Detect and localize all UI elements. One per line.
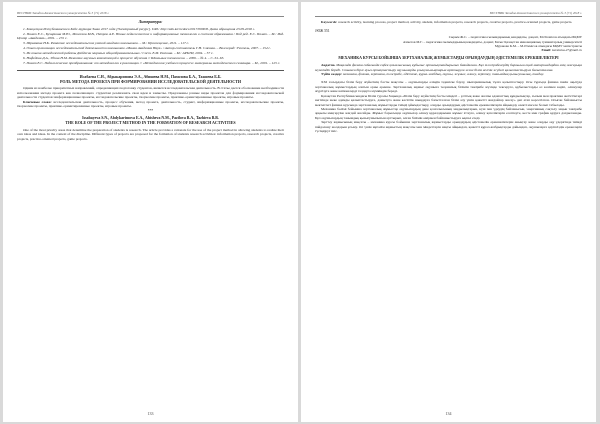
reference-item: 7. Полат Е.С. Педагогические преобразования: от методологии к реализации // «Методология учебного процесса: материалы методического семинара. – М., 2001. – 125 с. (23, 61, 281, 66)
article-body (315, 80, 582, 133)
reference-item: 2. Полат Е.С., Бухаркина М.Ю., Моисеева М.В., Петров А.Е. Новые педагогические и информационные технологии в системе образования / Под ред. Е.С. Полат. – М.: Изд. Центр «Академия», 2001. – 272 с. (17, 31, 284, 41)
keywords-ru-label: Ключевые слова: (23, 99, 52, 104)
affiliation: Ахметов М.Г. – педагогика ғылымдарының кандидаты, доцент, Батыс Қазақстан инновациялық гуманитарлық университеті (402, 39, 582, 44)
divider (17, 70, 284, 71)
email-label: Email: (541, 48, 552, 53)
article-title-kz: МЕХАНИКА КУРСЫ БОЙЫНША ЗЕРТХАНАЛЫҚ ЖҰМЫСТАРДЫ ОРЫНДАУДЫҢ ӘДІСТЕМЕЛІК ЕРЕКШЕЛІКТЕРІ (338, 55, 559, 60)
article-authors-en: Issabayeva S.N., Abdykarimova E.A., Abisheva N.M., Pazilova B.A., Tazhieva B.B. (82, 115, 219, 120)
right-page (301, 2, 596, 422)
email-line (315, 48, 582, 52)
body-paragraph: Механика бөлімі бойынша зертханалық жұмыстар оқушылардың дене қозғалысының заңдылықтарын, күш пен үдеудің байланысын, энергияның сақталу заңын тәжірибе арқылы меңгеруіне жағдай жасайды. Жұмыс барысында оқушылар өлшеу құралдарымен жұмыс істеуге, өлшеу қателіктерін есептеуге, кесте мен график құруға дағдыланады. Бұл оқушылардың танымдық қызығушылығын арттырып, алған білімін өмірмен байланыстыруға ықпал етеді. (315, 106, 582, 120)
section-separator: *** (147, 109, 154, 114)
page-number: 133 (147, 410, 154, 416)
article-abstract-en: One of the most priority areas that determine the preparation of students is research. The article provides a rationale for the use of the project method in allowing students to realize their own ideas and ideas. In the context of the discipline. Different types of projects are proposed for the formation of students research activities: information projects, research projects, creative projects, practice-oriented projects, game projects. (17, 127, 284, 141)
keywords-ru (17, 100, 284, 109)
page-number: 134 (445, 410, 452, 416)
annotation-label: Аңдатпа. (321, 63, 336, 68)
affiliation: Муракова К.М. – М.Өтемісов атындағы БҚМУ магистранты (494, 44, 582, 49)
keywords-ru-text: исследовательская деятельность, процесс обучения, метод проекта, деятельность, студент, информационные проекты, исследовательские проекты, творческие проекты, практико-ориентированные проекты, игровые проекты. (17, 99, 285, 109)
annotation-text: Мақалада физика сабағында еңбек қозғалысының құбылыс орталықтандырылып баяндалған. Бұл тәжірибелердің барлығын оңай материалдардан өзің жасауыңа мүмкіндік береді. Сонымен бірге ауыз ортақтастыру оқушыларды ұғынушылықтарын арттыруға және білім негізін жүйелі қалыптастыруға бағытталған. (315, 63, 583, 72)
keywords-kz (315, 72, 582, 76)
keywords-kz-label: Түйін сөздер: (321, 72, 343, 77)
article-abstract-ru: Одним из наиболее приоритетных направлений, определяющих подготовку студентов, является исследовательская деятельность. В статье дается обоснование необходимости использования метода проекта как позволяющего студентам реализовать свои идеи и замыслы. Предложены разные виды проектов для формирования исследовательской деятельности студентов: информационные проекты, исследовательские проекты, творческие проекты, практико-ориентированные проекты, игровые проекты. (17, 86, 284, 100)
running-head: ВЕСТНИК Западно-Казахстанского университета № 3 (71) 2018 г. (17, 11, 284, 17)
author-affiliations (315, 35, 582, 53)
body-paragraph: Зерттеу жұмысының мақсаты – механика курсы бойынша зертханалық жұмыстарды орындаудың әдістемелік ерекшеліктерін анықтау және оларды оқу үдерісінде тиімді пайдалану жолдарын ұсыну. Ол үшін мұғалім жұмыстың мақсаты мен міндеттерін нақты айқындап, қажетті құрал-жабдықтарды дайындап, оқушыларға қауіпсіздік ережелерін түсіндіруі тиіс. (315, 120, 582, 133)
reference-item: 1. Концепция Республиканского Кейс-турнира Знаю 2017 года [Электронный ресурс]. URL: http://edu.kz/ru/docs/2017/0000/8. Дата обращения 23.09.2018 г. (23, 26, 255, 31)
reference-item: 6. Нифедова Д.А., Удина Н.М. Развитие научных компетенций в процессе обучения // Школьные технологии. – 2006. – № 4. – С. 61–65. (23, 56, 225, 61)
email-address: kurakova.27@mail.ru (552, 48, 582, 53)
udc-code: ӘОЖ 551 (315, 28, 330, 33)
keywords-en-text: research activity, learning process, project method, activity, student, information projects, research projects, creative projects, practice-oriented projects, game projects. (338, 20, 573, 25)
annotation (315, 63, 582, 72)
references-list (17, 27, 284, 66)
body-paragraph: Қазақстан Республикасындағы Білім туралы Заңында «Білім беру жүйесінің басты міндеті – ұлттық және жалпы адамзаттық құндылықтар, ғылым мен практика жетістіктері негізінде жеке адамды қалыптастыруға, дамытуға және кәсіптік шыңдауға бағытталған білім алу үшін қажетті жағдайлар жасау» деп атап көрсетілген. Осыған байланысты мектептегі физика курсында зертханалық жұмыстарды тиімді ұйымдастыру, оларды орындаудың әдістемелік ерекшеліктерін айқындау өзекті мәселе болып табылады. (315, 93, 582, 107)
affiliation: Сырым Ж.С. – педагогика ғылымдарының кандидаты, доцент, М.Өтемісов атындағы БҚМУ (448, 35, 582, 40)
keywords-en-label: Keywords: (321, 20, 338, 25)
references-title: Литература: (138, 19, 163, 25)
reference-item: 5. Из опыта методической работы Дайдесин мировых общеобразовательных / Сост. Е.М. Раскина. – М.: АРКТИ, 2004. – 57 с. (23, 51, 214, 56)
body-paragraph: XXI ғасырдағы білім беру жүйесінің басты мақсаты – оқушыларды өзіндік ізденіске баулу, шығармашылық тұлға қалыптастыру. Осы тұрғыда физика пәнін оқытуда зертханалық жұмыстардың алатын орны ерекше. Зертханалық жұмыс оқушыға теориялық білімін тәжірибе жүзінде тексеруге, құбылыстарды өз көзімен көріп, өлшеулер жүргізуге және нәтижелерді талдауға мүмкіндік береді. (315, 80, 582, 94)
running-head: ВЕСТНИК Западно-Казахстанского университета № 3 (71) 2018 г. (315, 11, 582, 17)
article-title-ru: РОЛЬ МЕТОДА ПРОЕКТА ПРИ ФОРМИРОВАНИИ ИССЛЕДОВАТЕЛЬСКОЙ ДЕЯТЕЛЬНОСТИ (60, 79, 241, 85)
article-authors-ru: Исабаева С.Н., Абдыкаримова Э.А., Абишева Н.М., Пазилова Б.А., Тажиева Б.Б. (79, 74, 222, 79)
document-spread (3, 2, 597, 422)
reference-item: 3. Шрамкова Н.К. Развитие исследовательских умений младших школьников. – М.: Просвещение, 2011. – 117 с. (23, 41, 190, 46)
keywords-en (315, 20, 582, 24)
keywords-kz-text: механика, физика, зертхана, тәжірибе, әдістеме, құрал-жабдық, оқушы, жұмыс, өлшеу, зерттеу, танымдық қызығушылық, талдау. (342, 72, 544, 77)
article-title-en: THE ROLE OF THE PROJECT METHOD IN THE FORMATION OF RESEARCH ACTIVITIES (65, 120, 236, 126)
reference-item: 4. Опыт организации исследовательской деятельности школьников «Малая Академия Наук» / Автор-составитель Г.Н. Сляхова. – Волгоград: Учитель, 2007. – 154 с. (23, 46, 271, 51)
left-page (3, 2, 298, 422)
